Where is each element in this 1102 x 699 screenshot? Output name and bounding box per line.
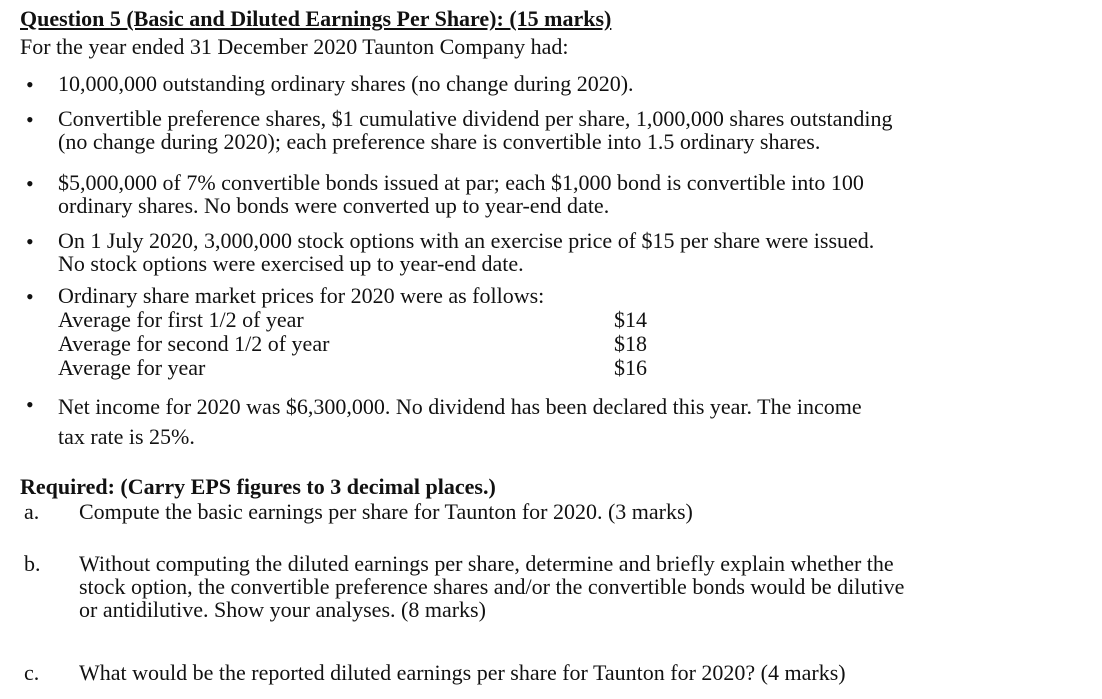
price-label: Average for first 1/2 of year (58, 307, 304, 332)
part-letter: c. (24, 660, 40, 685)
bullet-text (58, 392, 1088, 452)
part-line: What would be the reported diluted earnings per share for Taunton for 2020? (4 marks) (79, 660, 846, 685)
part-text (79, 661, 1089, 684)
bullet-line: $5,000,000 of 7% convertible bonds issued at par; each $1,000 bond is convertible into 100 (58, 170, 864, 195)
part-line: Without computing the diluted earnings per share, determine and briefly explain whether the (79, 551, 894, 576)
bullet-line: Ordinary share market prices for 2020 were as follows: (58, 283, 545, 308)
price-label: Average for year (58, 355, 206, 380)
bullet-text (58, 229, 1088, 275)
part-line: stock option, the convertible preference shares and/or the convertible bonds would be dilutive (79, 574, 905, 599)
question-intro: For the year ended 31 December 2020 Taunton Company had: (20, 34, 569, 59)
bullet-icon: • (26, 107, 34, 132)
price-value: $16 (614, 355, 647, 380)
part-text (79, 500, 1089, 523)
part-letter: b. (24, 551, 41, 576)
bullet-line: Convertible preference shares, $1 cumulative dividend per share, 1,000,000 shares outstanding (58, 106, 893, 131)
bullet-icon: • (26, 229, 34, 254)
part-line: Compute the basic earnings per share for Taunton for 2020. (3 marks) (79, 499, 693, 524)
required-heading: Required: (Carry EPS figures to 3 decimal places.) (20, 474, 496, 499)
price-value: $14 (614, 307, 647, 332)
part-text (79, 552, 1089, 621)
part-letter: a. (24, 499, 40, 524)
bullet-line: Net income for 2020 was $6,300,000. No dividend has been declared this year. The income (58, 394, 862, 419)
question-title: Question 5 (Basic and Diluted Earnings Per Share): (15 marks) (20, 6, 612, 31)
bullet-icon: • (26, 392, 34, 417)
bullet-icon: • (26, 284, 34, 309)
price-value: $18 (614, 331, 647, 356)
bullet-icon: • (26, 171, 34, 196)
bullet-icon: • (26, 72, 34, 97)
bullet-line: ordinary shares. No bonds were converted up to year-end date. (58, 193, 610, 218)
bullet-line: 10,000,000 outstanding ordinary shares (no change during 2020). (58, 71, 634, 96)
bullet-line: No stock options were exercised up to year-end date. (58, 251, 524, 276)
bullet-line: (no change during 2020); each preference share is convertible into 1.5 ordinary shares. (58, 129, 821, 154)
price-label: Average for second 1/2 of year (58, 331, 330, 356)
bullet-text (58, 72, 1088, 95)
bullet-line: tax rate is 25%. (58, 424, 195, 449)
part-line: or antidilutive. Show your analyses. (8 marks) (79, 597, 486, 622)
bullet-text (58, 284, 1088, 307)
bullet-line: On 1 July 2020, 3,000,000 stock options with an exercise price of $15 per share were issued. (58, 228, 875, 253)
bullet-text (58, 107, 1088, 153)
bullet-text (58, 171, 1088, 217)
